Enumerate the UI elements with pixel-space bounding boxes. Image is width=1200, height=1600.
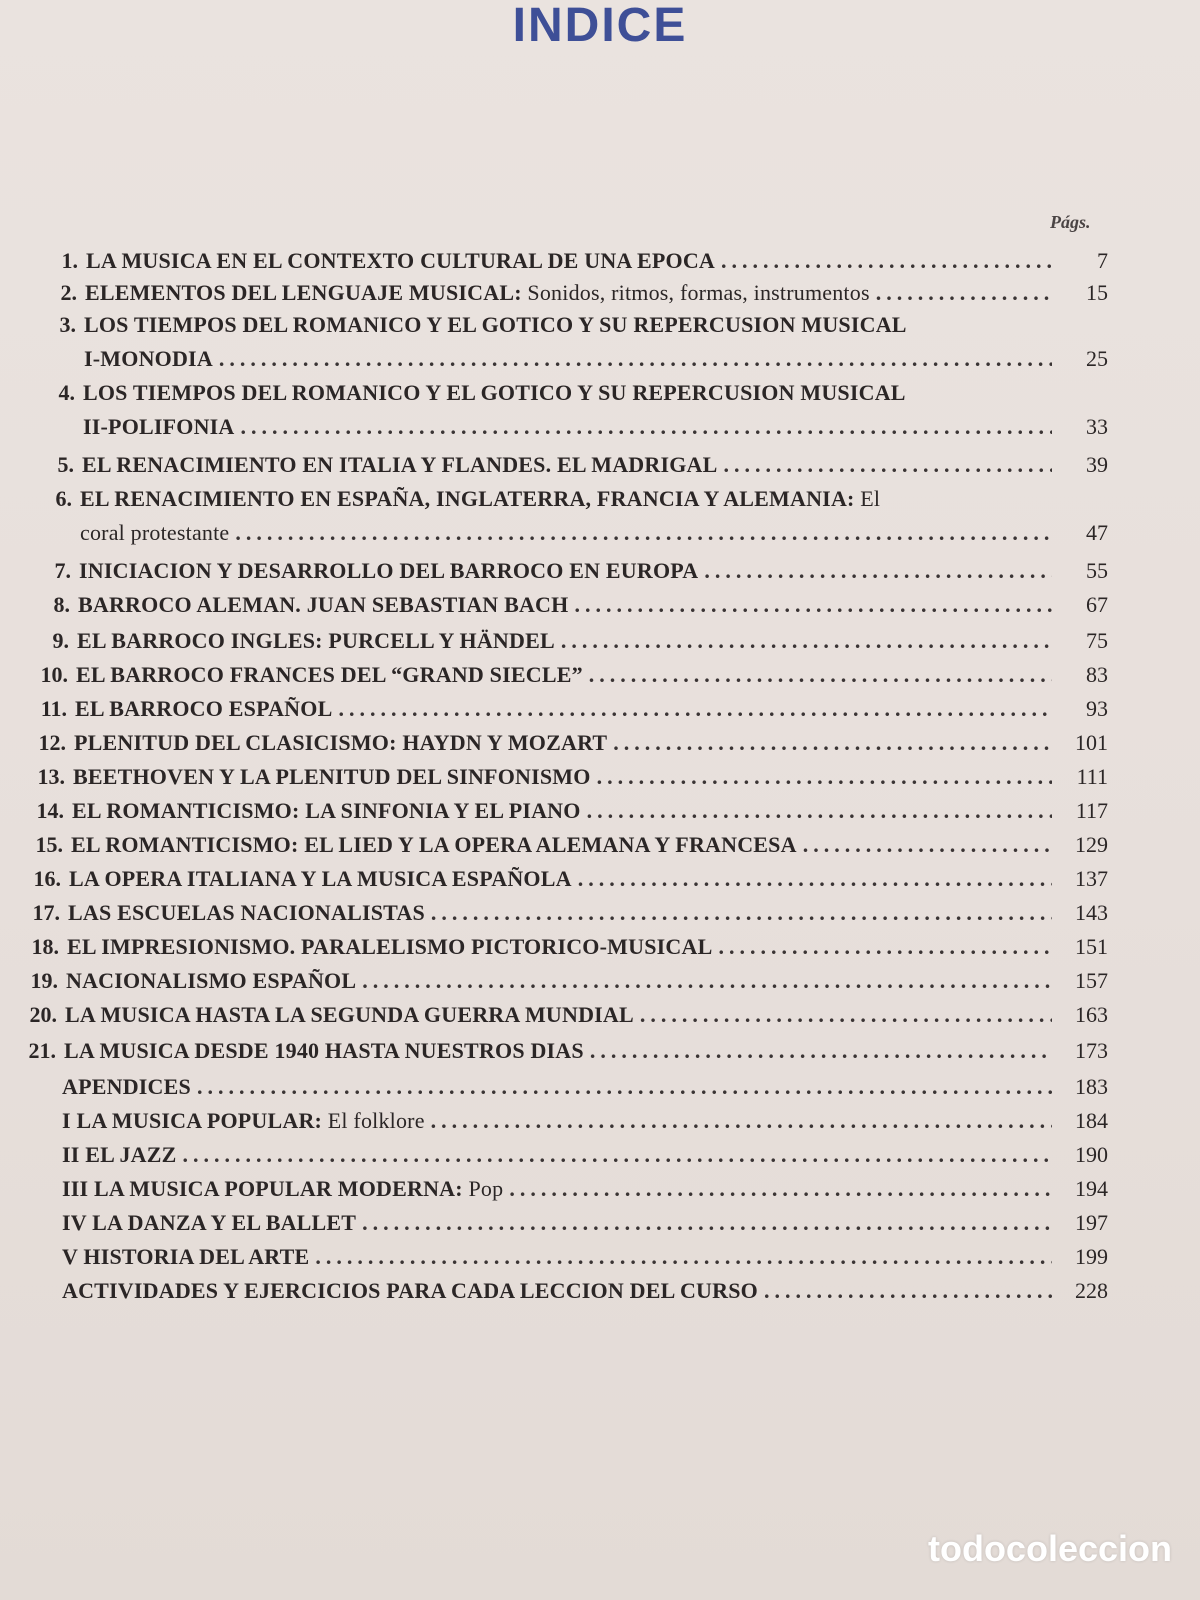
page-title: INDICE <box>512 0 688 52</box>
entry-number: 9. <box>52 628 69 653</box>
entry-page-number: 39 <box>1086 452 1108 477</box>
entry-title <box>62 1210 356 1236</box>
entry-title <box>79 558 698 584</box>
entry-page-number: 67 <box>1086 592 1108 617</box>
leader-dots <box>338 696 1052 722</box>
entry-number: 8. <box>53 592 70 617</box>
entry-title <box>73 764 591 790</box>
leader-dots <box>589 662 1052 688</box>
entry-continuation-line <box>80 520 1108 546</box>
entry-title-text: NACIONALISMO ESPAÑOL <box>66 968 357 993</box>
watermark-logo: todocoleccion <box>927 1528 1172 1569</box>
entry-title-text: ELEMENTOS DEL LENGUAJE MUSICAL: <box>85 280 522 305</box>
entry-title-line <box>67 934 1108 960</box>
entry-title-text: LA MUSICA EN EL CONTEXTO CULTURAL DE UNA EPOCA <box>86 248 716 273</box>
entry-page-number: 183 <box>1075 1074 1108 1099</box>
entry-number: 20. <box>29 1002 57 1027</box>
entry-number: 2. <box>60 280 77 305</box>
entry-page-number: 137 <box>1075 866 1108 891</box>
entry-page-number: 190 <box>1075 1142 1108 1167</box>
leader-dots <box>721 248 1052 274</box>
entry-title-text: LA OPERA ITALIANA Y LA MUSICA ESPAÑOLA <box>69 866 572 891</box>
entry-page-number: 75 <box>1086 628 1108 653</box>
entry-subtitle-text: El <box>854 486 881 511</box>
leader-dots <box>574 592 1052 618</box>
entry-number: 10. <box>40 662 68 687</box>
entry-title-line <box>73 764 1108 790</box>
entry-title-line <box>72 798 1108 824</box>
entry-title <box>69 866 572 892</box>
entry-title-text: LA MUSICA HASTA LA SEGUNDA GUERRA MUNDIAL <box>65 1002 634 1027</box>
entry-title-text: BARROCO ALEMAN. JUAN SEBASTIAN BACH <box>78 592 569 617</box>
leader-dots <box>876 280 1052 306</box>
entry-number: 12. <box>38 730 66 755</box>
entry-title-text: V HISTORIA DEL ARTE <box>62 1244 310 1269</box>
leader-dots <box>578 866 1052 892</box>
entry-title <box>67 934 712 960</box>
entry-title-line <box>84 312 1108 338</box>
entry-title-line <box>78 592 1108 618</box>
leader-dots <box>803 832 1052 858</box>
entry-title-line <box>62 1074 1108 1100</box>
entry-page-number: 151 <box>1075 934 1108 959</box>
entry-title-line <box>64 1038 1108 1064</box>
entry-page-number: 7 <box>1097 248 1108 273</box>
entry-number: 1. <box>61 248 78 273</box>
leader-dots <box>587 798 1052 824</box>
entry-title-line <box>65 1002 1108 1028</box>
entry-title <box>65 1002 634 1028</box>
entry-page-number: 129 <box>1075 832 1108 857</box>
entry-title-text: BEETHOVEN Y LA PLENITUD DEL SINFONISMO <box>73 764 591 789</box>
entry-title <box>85 280 870 306</box>
pages-column-label: Págs. <box>1050 212 1091 232</box>
entry-title <box>62 1278 758 1304</box>
entry-page-number: 228 <box>1075 1278 1108 1303</box>
entry-title-line <box>82 452 1108 478</box>
entry-title-line <box>71 832 1108 858</box>
entry-number: 18. <box>31 934 59 959</box>
entry-page-number: 55 <box>1086 558 1108 583</box>
leader-dots <box>509 1176 1052 1202</box>
entry-title-text: EL BARROCO INGLES: PURCELL Y HÄNDEL <box>77 628 555 653</box>
entry-title-text: LOS TIEMPOS DEL ROMANICO Y EL GOTICO Y SU REPERCUSION MUSICAL <box>83 380 906 405</box>
entry-title-text: EL BARROCO FRANCES DEL “GRAND SIECLE” <box>76 662 583 687</box>
entry-subtitle-text: Pop <box>462 1176 504 1201</box>
entry-title-text: LOS TIEMPOS DEL ROMANICO Y EL GOTICO Y SU REPERCUSION MUSICAL <box>84 312 907 337</box>
leader-dots <box>362 1210 1052 1236</box>
leader-dots <box>241 414 1052 440</box>
entry-number: 11. <box>40 696 67 721</box>
entry-page-number: 157 <box>1075 968 1108 993</box>
entry-page-number: 93 <box>1086 696 1108 721</box>
entry-title <box>68 900 425 926</box>
entry-title-line <box>62 1176 1108 1202</box>
entry-title-text: EL BARROCO ESPAÑOL <box>75 696 333 721</box>
leader-dots <box>764 1278 1052 1304</box>
entry-title <box>64 1038 584 1064</box>
leader-dots <box>315 1244 1052 1270</box>
entry-number: 21. <box>28 1038 56 1063</box>
entry-title-text: LA MUSICA DESDE 1940 HASTA NUESTROS DIAS <box>64 1038 584 1063</box>
entry-title-line <box>62 1244 1108 1270</box>
entry-continuation-text: I-MONODIA <box>84 346 213 371</box>
leader-dots <box>431 900 1052 926</box>
entry-title <box>83 380 906 406</box>
entry-title <box>62 1142 177 1168</box>
entry-title-text: PLENITUD DEL CLASICISMO: HAYDN Y MOZART <box>74 730 608 755</box>
entry-title-line <box>62 1108 1108 1134</box>
entry-title <box>72 798 581 824</box>
entry-title-text: I LA MUSICA POPULAR: <box>62 1108 323 1133</box>
entry-title-line <box>62 1142 1108 1168</box>
entry-title-line <box>80 486 1108 512</box>
entry-title-line <box>68 900 1108 926</box>
entry-number: 6. <box>55 486 72 511</box>
entry-title-line <box>69 866 1108 892</box>
leader-dots <box>235 520 1052 546</box>
entry-title-line <box>74 730 1108 756</box>
entry-page-number: 33 <box>1086 414 1108 439</box>
entry-title-text: APENDICES <box>62 1074 191 1099</box>
leader-dots <box>561 628 1052 654</box>
leader-dots <box>640 1002 1052 1028</box>
leader-dots <box>183 1142 1053 1168</box>
entry-number: 19. <box>30 968 58 993</box>
entry-continuation-line <box>84 346 1108 372</box>
entry-page-number: 101 <box>1075 730 1108 755</box>
entry-title <box>86 248 715 274</box>
entry-page-number: 197 <box>1075 1210 1108 1235</box>
entry-title-text: EL ROMANTICISMO: EL LIED Y LA OPERA ALEMANA Y FRANCESA <box>71 832 797 857</box>
entry-number: 4. <box>58 380 75 405</box>
entry-title <box>80 486 880 512</box>
entry-continuation-text: coral protestante <box>80 520 230 545</box>
entry-page-number: 83 <box>1086 662 1108 687</box>
entry-title-text: INICIACION Y DESARROLLO DEL BARROCO EN EUROPA <box>79 558 699 583</box>
leader-dots <box>219 346 1052 372</box>
entry-title-text: LAS ESCUELAS NACIONALISTAS <box>68 900 425 925</box>
leader-dots <box>431 1108 1052 1134</box>
entry-title-line <box>66 968 1108 994</box>
entry-title <box>71 832 797 858</box>
entry-title <box>66 968 356 994</box>
leader-dots <box>718 934 1052 960</box>
entry-title <box>77 628 555 654</box>
entry-title-line <box>86 248 1108 274</box>
entry-number: 3. <box>59 312 76 337</box>
entry-page-number: 117 <box>1075 798 1108 823</box>
entry-title-line <box>79 558 1108 584</box>
leader-dots <box>597 764 1052 790</box>
entry-number: 16. <box>33 866 61 891</box>
leader-dots <box>590 1038 1052 1064</box>
entry-page-number: 173 <box>1075 1038 1108 1063</box>
entry-title <box>78 592 568 618</box>
entry-title-line <box>85 280 1108 306</box>
entry-title <box>62 1074 191 1100</box>
entry-number: 7. <box>54 558 71 583</box>
leader-dots <box>362 968 1052 994</box>
entry-title-line <box>76 662 1108 688</box>
entry-title <box>74 730 607 756</box>
entry-page-number: 163 <box>1075 1002 1108 1027</box>
entry-page-number: 111 <box>1076 764 1108 789</box>
entry-title <box>75 696 332 722</box>
leader-dots <box>613 730 1052 756</box>
entry-page-number: 25 <box>1086 346 1108 371</box>
entry-page-number: 143 <box>1075 900 1108 925</box>
entry-page-number: 199 <box>1075 1244 1108 1269</box>
entry-number: 5. <box>57 452 74 477</box>
entry-title <box>62 1108 425 1134</box>
leader-dots <box>704 558 1052 584</box>
entry-title-line <box>62 1278 1108 1304</box>
entry-title-text: EL IMPRESIONISMO. PARALELISMO PICTORICO-MUSICAL <box>67 934 713 959</box>
entry-title-line <box>77 628 1108 654</box>
entry-subtitle-text: Sonidos, ritmos, formas, instrumentos <box>521 280 870 305</box>
entry-title-text: IV LA DANZA Y EL BALLET <box>62 1210 357 1235</box>
entry-title <box>62 1176 503 1202</box>
entry-title <box>62 1244 309 1270</box>
entry-page-number: 47 <box>1086 520 1108 545</box>
entry-title-text: ACTIVIDADES Y EJERCICIOS PARA CADA LECCION DEL CURSO <box>62 1278 758 1303</box>
entry-title-line <box>83 380 1108 406</box>
entry-title-text: EL ROMANTICISMO: LA SINFONIA Y EL PIANO <box>72 798 581 823</box>
entry-title-text: II EL JAZZ <box>62 1142 177 1167</box>
entry-number: 17. <box>32 900 60 925</box>
entry-page-number: 194 <box>1075 1176 1108 1201</box>
entry-title-text: EL RENACIMIENTO EN ITALIA Y FLANDES. EL MADRIGAL <box>82 452 718 477</box>
entry-number: 13. <box>37 764 65 789</box>
entry-number: 14. <box>36 798 64 823</box>
leader-dots <box>197 1074 1052 1100</box>
entry-title-text: EL RENACIMIENTO EN ESPAÑA, INGLATERRA, FRANCIA Y ALEMANIA: <box>80 486 855 511</box>
entry-subtitle-text: El folklore <box>322 1108 425 1133</box>
entry-title-text: III LA MUSICA POPULAR MODERNA: <box>62 1176 463 1201</box>
leader-dots <box>724 452 1053 478</box>
entry-title <box>76 662 583 688</box>
entry-continuation-line <box>83 414 1108 440</box>
entry-continuation-text: II-POLIFONIA <box>83 414 235 439</box>
entry-title-line <box>62 1210 1108 1236</box>
entry-title <box>82 452 718 478</box>
entry-page-number: 15 <box>1086 280 1108 305</box>
entry-number: 15. <box>35 832 63 857</box>
entry-title <box>84 312 907 338</box>
entry-title-line <box>75 696 1108 722</box>
entry-page-number: 184 <box>1075 1108 1108 1133</box>
